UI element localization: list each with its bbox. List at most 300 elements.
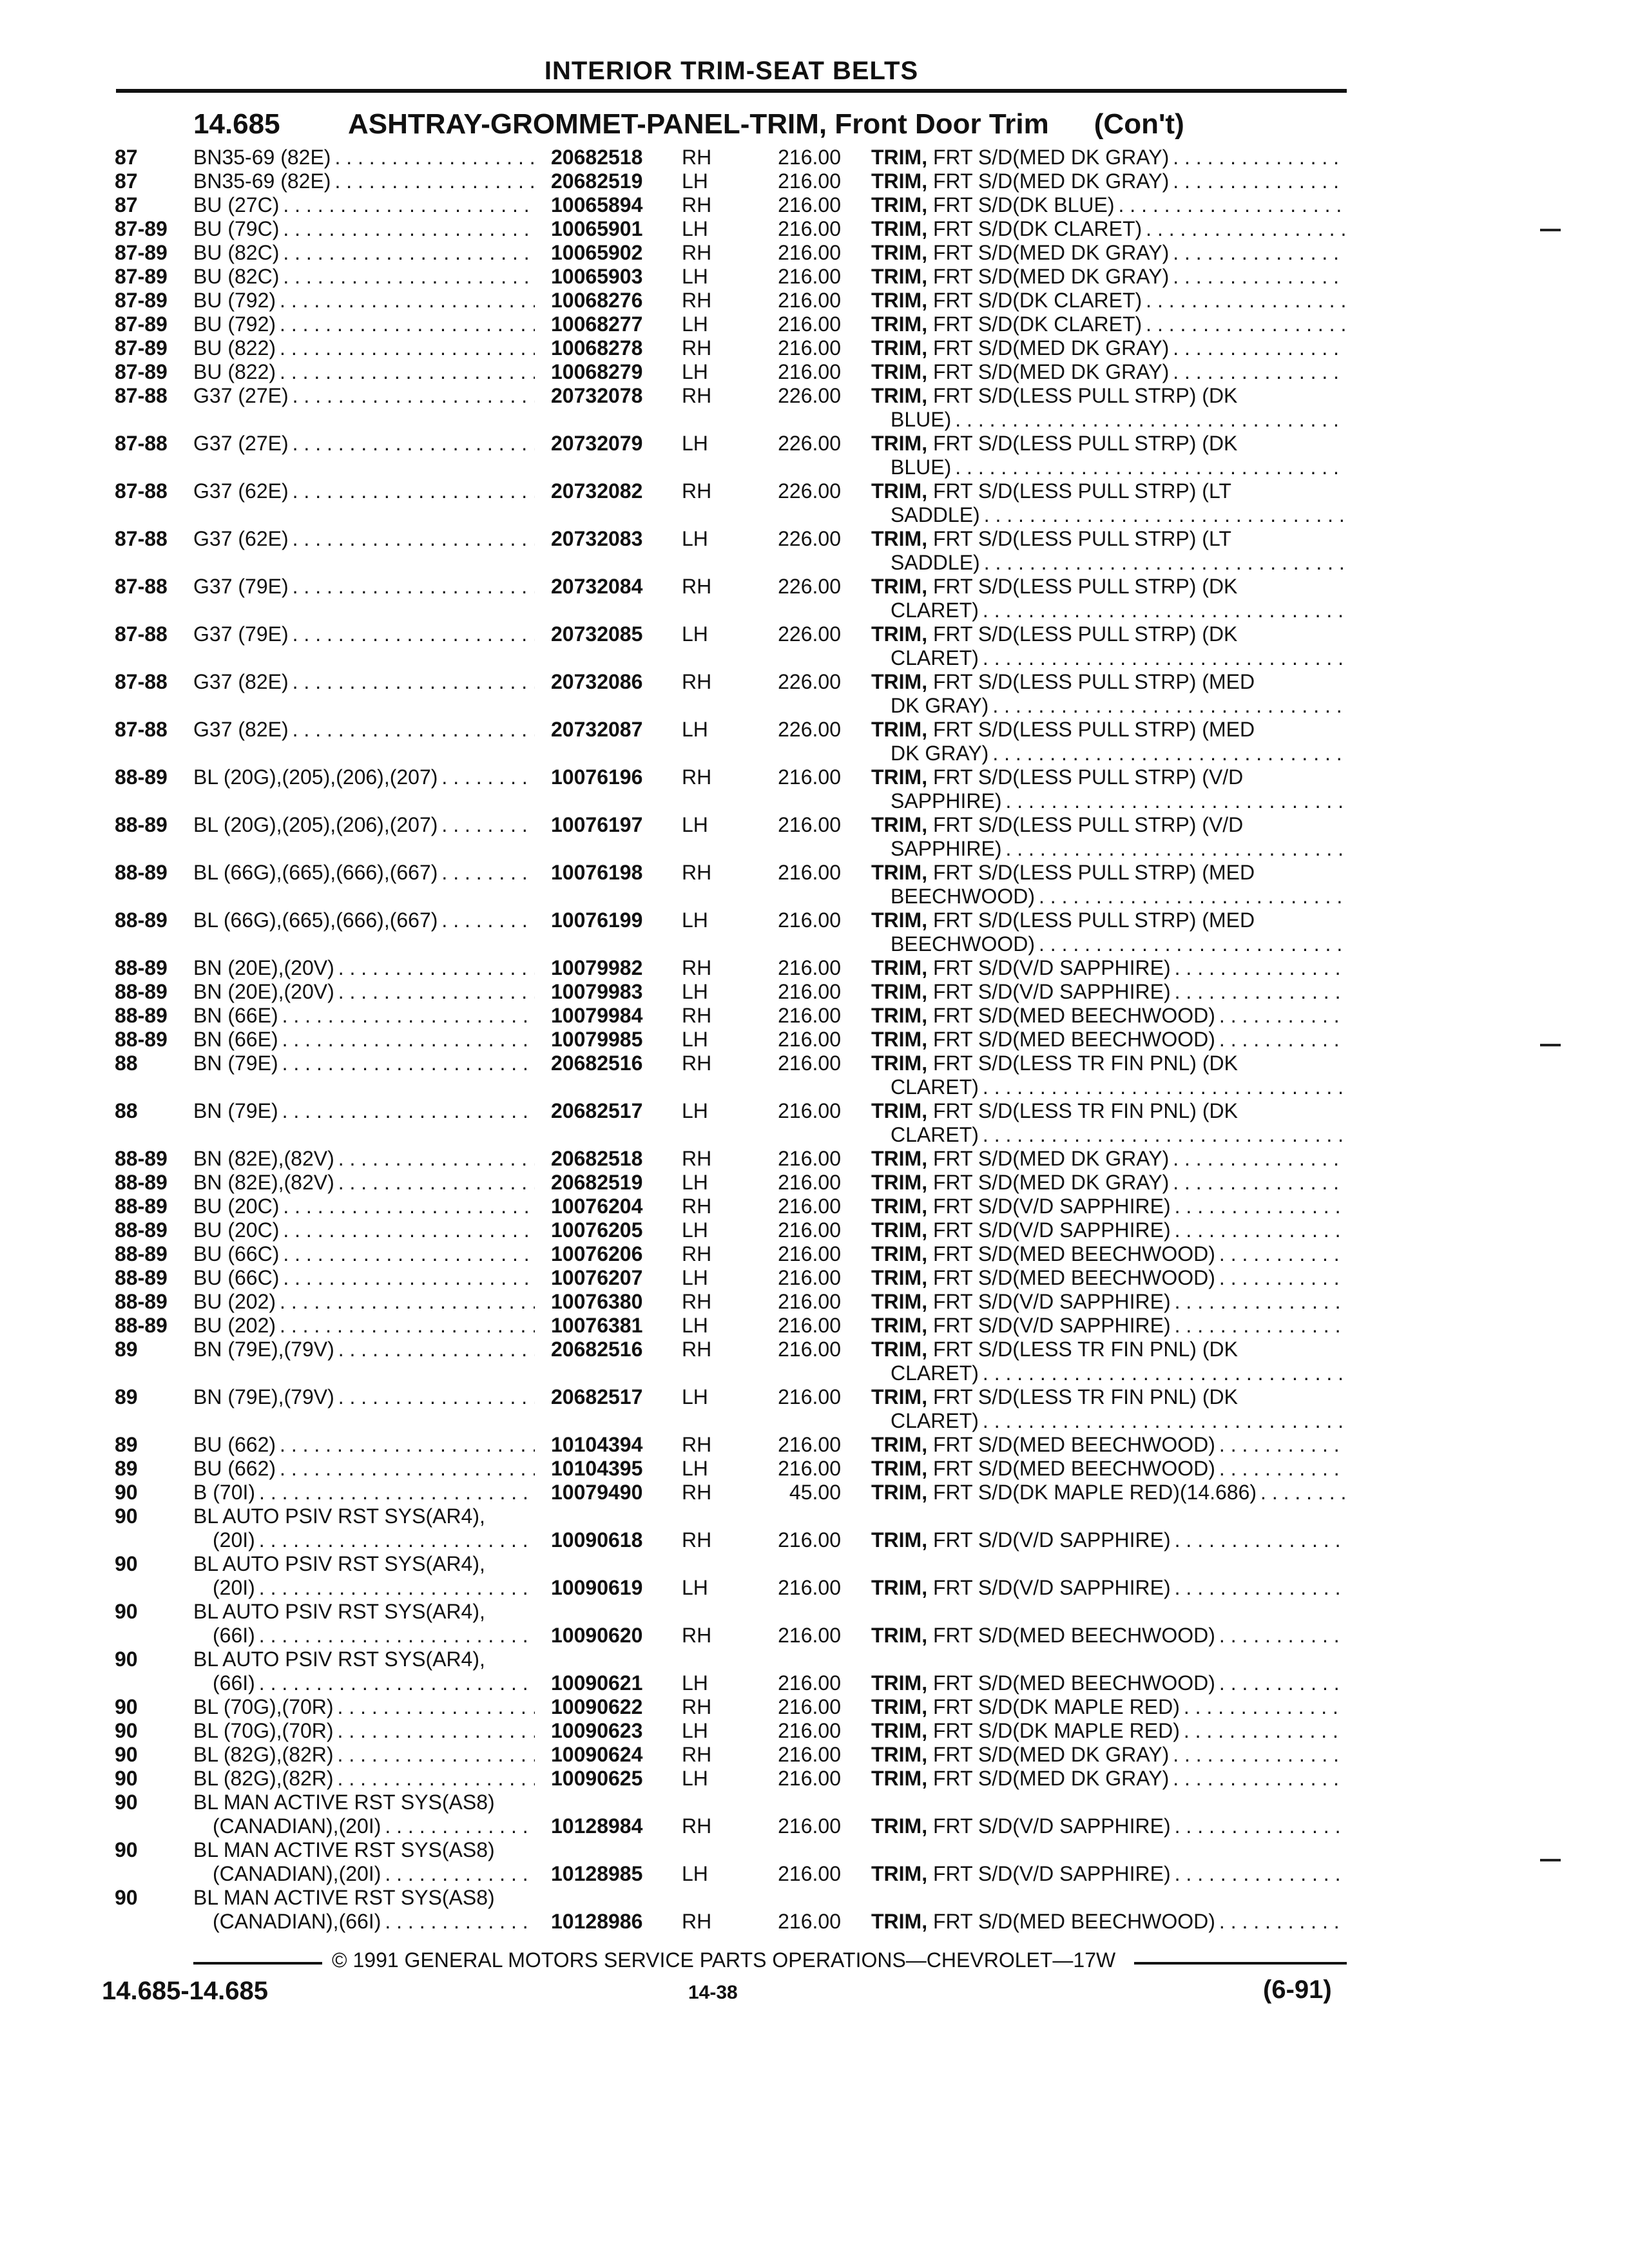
part-name (871, 384, 1345, 432)
part-name-lead: TRIM, (871, 1338, 928, 1361)
description-line (193, 1457, 535, 1481)
part-name-lead: TRIM, (871, 1719, 928, 1742)
part-name (871, 1171, 1345, 1195)
price: 216.00 (778, 1695, 841, 1718)
part-name-rest: FRT S/D(LESS PULL STRP) (MED (927, 718, 1255, 741)
part-name-lead: TRIM, (871, 908, 928, 932)
price: 216.00 (778, 1862, 841, 1885)
price: 216.00 (778, 312, 841, 336)
part-name-text (871, 718, 1255, 741)
part-name-rest: FRT S/D(LESS TR FIN PNL) (DK (927, 1099, 1238, 1122)
part-name-rest: FRT S/D(MED BEECHWOOD) (927, 1242, 1215, 1265)
description-line (193, 1528, 535, 1552)
part-name-line (871, 1147, 1345, 1171)
part-name-rest: FRT S/D(LESS PULL STRP) (DK (927, 575, 1238, 598)
table-row (0, 1195, 1629, 1218)
description-line (193, 217, 535, 241)
table-row (0, 289, 1629, 312)
margin-tick (1540, 1859, 1561, 1861)
part-name-text: BEECHWOOD) (891, 932, 1039, 956)
part-number: 10076198 (551, 861, 643, 884)
description-line (193, 956, 535, 980)
part-name-text (871, 1576, 1175, 1600)
part-name-rest: FRT S/D(V/D SAPPHIRE) (927, 1314, 1171, 1337)
row-year: 88-89 (115, 861, 168, 884)
description-line (193, 1862, 535, 1886)
part-name-line (871, 360, 1345, 384)
description-line (193, 1886, 535, 1910)
table-row (0, 861, 1629, 908)
description-text: (20I) (213, 1576, 259, 1600)
description-text: BN (20E),(20V) (193, 956, 338, 980)
part-name-text: SAPPHIRE) (891, 789, 1005, 813)
row-year: 87 (115, 193, 138, 216)
description-text: BU (822) (193, 360, 280, 384)
part-name-text (871, 169, 1173, 193)
description-line (193, 384, 535, 408)
table-row (0, 1791, 1629, 1838)
price: 216.00 (778, 1433, 841, 1456)
row-year: 90 (115, 1648, 138, 1671)
part-name-lead: TRIM, (871, 765, 928, 789)
part-number: 20732084 (551, 575, 643, 598)
part-name-lead: TRIM, (871, 1171, 928, 1194)
description-text: BN35-69 (82E) (193, 146, 334, 169)
table-row (0, 1886, 1629, 1934)
part-name-text (871, 1743, 1173, 1767)
part-name-text (871, 336, 1173, 360)
description-line (193, 1504, 535, 1528)
part-name-lead: TRIM, (871, 241, 928, 264)
price: 216.00 (778, 1218, 841, 1242)
part-name-lead: TRIM, (871, 813, 928, 836)
part-name (871, 1862, 1345, 1886)
part-name-lead: TRIM, (871, 1481, 928, 1504)
part-name (871, 980, 1345, 1004)
price: 216.00 (778, 1457, 841, 1480)
description-text: BL (66G),(665),(666),(667) (193, 861, 441, 885)
price: 216.00 (778, 1814, 841, 1838)
side-code: RH (682, 1004, 712, 1027)
row-year: 90 (115, 1600, 138, 1623)
part-name (871, 1385, 1345, 1433)
price: 216.00 (778, 765, 841, 789)
part-number: 10079982 (551, 956, 643, 979)
description-text: BU (792) (193, 289, 280, 312)
part-name-rest: FRT S/D(V/D SAPPHIRE) (927, 956, 1171, 979)
part-number: 10090625 (551, 1767, 643, 1790)
description-text: BN (82E),(82V) (193, 1147, 338, 1171)
table-row (0, 1147, 1629, 1171)
part-name-line (871, 1266, 1345, 1290)
description-line (193, 1624, 535, 1648)
part-name (871, 1314, 1345, 1338)
row-year: 87-89 (115, 289, 168, 312)
part-name-line (871, 432, 1345, 456)
description-line (193, 718, 535, 742)
description-line (193, 479, 535, 503)
price: 226.00 (778, 432, 841, 455)
part-name-lead: TRIM, (871, 384, 928, 407)
description-line (193, 169, 535, 193)
description-text: BU (20C) (193, 1218, 283, 1242)
table-row (0, 1099, 1629, 1147)
row-description (193, 908, 535, 932)
part-name-lead: TRIM, (871, 1743, 928, 1766)
part-name-text (871, 289, 1146, 312)
row-description (193, 956, 535, 980)
part-name-text (871, 432, 1237, 455)
part-name-text (871, 1862, 1175, 1886)
row-description (193, 1481, 535, 1504)
part-name-text: CLARET) (891, 1409, 983, 1433)
part-number: 10068278 (551, 336, 643, 360)
row-year: 87-88 (115, 432, 168, 455)
price: 216.00 (778, 1099, 841, 1122)
description-line (193, 1290, 535, 1314)
part-name-line (871, 1624, 1345, 1648)
part-number: 10076381 (551, 1314, 643, 1337)
row-description (193, 384, 535, 408)
part-name-lead: TRIM, (871, 360, 928, 383)
description-line (193, 1910, 535, 1934)
part-name-line (871, 503, 1345, 527)
table-row (0, 1314, 1629, 1338)
row-description (193, 1266, 535, 1290)
description-text: BL (70G),(70R) (193, 1719, 338, 1743)
table-row (0, 765, 1629, 813)
description-text: BL (66G),(665),(666),(667) (193, 908, 441, 932)
part-number: 20682517 (551, 1385, 643, 1408)
price: 226.00 (778, 670, 841, 693)
part-number: 20682516 (551, 1338, 643, 1361)
part-name-line (871, 1671, 1345, 1695)
part-name (871, 1576, 1345, 1600)
table-row (0, 312, 1629, 336)
table-row (0, 908, 1629, 956)
price: 216.00 (778, 1266, 841, 1289)
description-text: BL (70G),(70R) (193, 1695, 338, 1719)
description-text: (CANADIAN),(20I) (213, 1862, 385, 1886)
side-code: LH (682, 1457, 708, 1480)
part-name-lead: TRIM, (871, 980, 928, 1003)
part-name-line (871, 1910, 1345, 1934)
row-description (193, 1028, 535, 1052)
price: 226.00 (778, 622, 841, 646)
part-name-line (871, 908, 1345, 932)
description-line (193, 1385, 535, 1409)
part-name-text (871, 527, 1231, 550)
side-code: LH (682, 813, 708, 836)
part-name-text (871, 1099, 1238, 1122)
description-text: G37 (82E) (193, 670, 293, 694)
part-name-line (871, 622, 1345, 646)
row-description (193, 1171, 535, 1195)
part-name-line (871, 861, 1345, 885)
part-name-text (871, 193, 1119, 217)
description-line (193, 432, 535, 456)
part-number: 20682518 (551, 1147, 643, 1170)
part-name-text: SAPPHIRE) (891, 837, 1005, 861)
table-row (0, 1504, 1629, 1552)
part-name-lead: TRIM, (871, 217, 928, 240)
row-year: 87-88 (115, 718, 168, 741)
part-number: 20732082 (551, 479, 643, 503)
row-description (193, 265, 535, 289)
part-number: 20682519 (551, 169, 643, 193)
part-name-lead: TRIM, (871, 1052, 928, 1075)
part-name-rest: FRT S/D(V/D SAPPHIRE) (927, 1576, 1171, 1599)
row-year: 89 (115, 1433, 138, 1456)
part-name-text (871, 1624, 1219, 1648)
side-code: LH (682, 718, 708, 741)
price: 216.00 (778, 1719, 841, 1742)
price: 216.00 (778, 861, 841, 884)
part-name-text (871, 765, 1243, 789)
part-number: 10065902 (551, 241, 643, 264)
part-name-text (871, 670, 1255, 693)
row-description (193, 1195, 535, 1218)
description-line (193, 1576, 535, 1600)
table-row (0, 527, 1629, 575)
side-code: RH (682, 1195, 712, 1218)
part-name-line (871, 599, 1345, 622)
part-name (871, 1266, 1345, 1290)
row-description (193, 575, 535, 599)
part-number: 10128984 (551, 1814, 643, 1838)
description-line (193, 1242, 535, 1266)
row-year: 87-89 (115, 336, 168, 360)
part-name (871, 479, 1345, 527)
part-name-lead: TRIM, (871, 336, 928, 360)
table-row (0, 1767, 1629, 1791)
part-name-line (871, 527, 1345, 551)
part-name-lead: TRIM, (871, 1671, 928, 1695)
row-year: 90 (115, 1695, 138, 1718)
part-number: 10090618 (551, 1528, 643, 1552)
description-text: (66I) (213, 1624, 259, 1648)
part-name-line (871, 1218, 1345, 1242)
part-name-text (871, 1910, 1219, 1934)
part-number: 10128985 (551, 1862, 643, 1885)
side-code: RH (682, 575, 712, 598)
part-name (871, 1624, 1345, 1648)
part-name-text: BEECHWOOD) (891, 885, 1039, 908)
part-name-rest: FRT S/D(MED BEECHWOOD) (927, 1671, 1215, 1695)
part-name-lead: TRIM, (871, 622, 928, 646)
side-code: RH (682, 1528, 712, 1552)
table-row (0, 1838, 1629, 1886)
row-year: 88-89 (115, 908, 168, 932)
part-name (871, 1719, 1345, 1743)
part-name (871, 575, 1345, 622)
part-number: 20732078 (551, 384, 643, 407)
part-name (871, 765, 1345, 813)
table-row (0, 1600, 1629, 1648)
description-text: BU (792) (193, 312, 280, 336)
part-name-rest: FRT S/D(MED DK GRAY) (927, 1767, 1170, 1790)
side-code: RH (682, 956, 712, 979)
part-name-text (871, 1457, 1219, 1481)
description-text: BN (66E) (193, 1028, 282, 1052)
part-name-rest: FRT S/D(MED DK GRAY) (927, 265, 1170, 288)
table-row (0, 670, 1629, 718)
part-name-line (871, 885, 1345, 908)
price: 216.00 (778, 1576, 841, 1599)
row-description (193, 217, 535, 241)
part-name-lead: TRIM, (871, 1624, 928, 1647)
part-name (871, 1147, 1345, 1171)
table-row (0, 146, 1629, 169)
part-name-text (871, 1290, 1175, 1314)
part-name-rest: FRT S/D(DK MAPLE RED) (927, 1695, 1180, 1718)
description-text: BN (79E),(79V) (193, 1338, 338, 1361)
table-row (0, 384, 1629, 432)
side-code: LH (682, 432, 708, 455)
row-description (193, 1791, 535, 1838)
part-name-text: BLUE) (891, 456, 955, 479)
side-code: LH (682, 1314, 708, 1337)
part-name-line (871, 1028, 1345, 1052)
row-year: 90 (115, 1886, 138, 1909)
part-name-line (871, 1314, 1345, 1338)
part-name-text: CLARET) (891, 599, 983, 622)
part-name-text (871, 1481, 1260, 1504)
part-name-text (871, 1671, 1219, 1695)
side-code: LH (682, 312, 708, 336)
row-description (193, 289, 535, 312)
part-name-text (871, 384, 1237, 407)
part-name-text (871, 265, 1173, 289)
row-description (193, 146, 535, 169)
price: 216.00 (778, 217, 841, 240)
part-name-line (871, 289, 1345, 312)
description-text: BL (20G),(205),(206),(207) (193, 765, 441, 789)
table-row (0, 1004, 1629, 1028)
row-year: 87-89 (115, 312, 168, 336)
part-name-lead: TRIM, (871, 265, 928, 288)
part-name-text (871, 1052, 1238, 1075)
price: 216.00 (778, 1767, 841, 1790)
part-name (871, 1242, 1345, 1266)
part-name (871, 956, 1345, 980)
part-number: 10068276 (551, 289, 643, 312)
part-number: 10128986 (551, 1910, 643, 1933)
part-name-text (871, 575, 1237, 598)
row-description (193, 1385, 535, 1409)
part-name-text (871, 1004, 1219, 1028)
table-row (0, 217, 1629, 241)
part-number: 10104395 (551, 1457, 643, 1480)
part-number: 10065903 (551, 265, 643, 288)
part-name-lead: TRIM, (871, 1266, 928, 1289)
row-year: 88-89 (115, 1028, 168, 1051)
row-year: 90 (115, 1481, 138, 1504)
row-description (193, 1886, 535, 1934)
row-year: 87-89 (115, 265, 168, 288)
description-text: BL MAN ACTIVE RST SYS(AS8) (193, 1838, 495, 1861)
side-code: LH (682, 1099, 708, 1122)
part-number: 10090621 (551, 1671, 643, 1695)
part-name (871, 1743, 1345, 1767)
row-year: 88-89 (115, 1242, 168, 1265)
row-year: 87-89 (115, 241, 168, 264)
part-name-line (871, 1338, 1345, 1361)
part-name-rest: FRT S/D(LESS PULL STRP) (V/D (927, 765, 1244, 789)
description-text: G37 (79E) (193, 622, 293, 646)
table-row (0, 1266, 1629, 1290)
price: 216.00 (778, 1052, 841, 1075)
description-text: BL AUTO PSIV RST SYS(AR4), (193, 1648, 485, 1671)
row-year: 88-89 (115, 956, 168, 979)
part-name-line (871, 1290, 1345, 1314)
table-row (0, 1290, 1629, 1314)
row-year: 87-88 (115, 622, 168, 646)
part-name-text (871, 146, 1173, 169)
part-name (871, 146, 1345, 169)
price: 216.00 (778, 1242, 841, 1265)
side-code: RH (682, 670, 712, 693)
side-code: LH (682, 980, 708, 1003)
part-name-line (871, 384, 1345, 408)
part-name-text (871, 1218, 1175, 1242)
part-number: 10090623 (551, 1719, 643, 1742)
part-number: 10079490 (551, 1481, 643, 1504)
description-line (193, 193, 535, 217)
part-name-line (871, 146, 1345, 169)
row-year: 87-89 (115, 360, 168, 383)
row-year: 87-89 (115, 217, 168, 240)
part-name-text: SADDLE) (891, 551, 984, 575)
part-name-line (871, 1433, 1345, 1457)
part-name-line (871, 1361, 1345, 1385)
part-name-line (871, 169, 1345, 193)
part-name-line (871, 312, 1345, 336)
side-code: RH (682, 1052, 712, 1075)
price: 216.00 (778, 1314, 841, 1337)
price: 216.00 (778, 265, 841, 288)
part-name-line (871, 1814, 1345, 1838)
description-line (193, 336, 535, 360)
part-name-line (871, 456, 1345, 479)
row-year: 90 (115, 1552, 138, 1575)
part-name-lead: TRIM, (871, 1385, 928, 1408)
part-name-rest: FRT S/D(V/D SAPPHIRE) (927, 980, 1171, 1003)
part-number: 10079984 (551, 1004, 643, 1027)
row-year: 90 (115, 1743, 138, 1766)
side-code: LH (682, 1218, 708, 1242)
side-code: RH (682, 241, 712, 264)
description-line (193, 861, 535, 885)
part-name-lead: TRIM, (871, 146, 928, 169)
part-name-text (871, 360, 1173, 384)
part-name-line (871, 932, 1345, 956)
part-name-line (871, 742, 1345, 765)
part-name-rest: FRT S/D(MED BEECHWOOD) (927, 1433, 1215, 1456)
part-name (871, 1290, 1345, 1314)
description-text: BN (79E) (193, 1052, 282, 1075)
description-text: (66I) (213, 1671, 259, 1695)
part-name-line (871, 1862, 1345, 1886)
row-year: 88-89 (115, 765, 168, 789)
part-number: 10076206 (551, 1242, 643, 1265)
table-row (0, 1218, 1629, 1242)
part-name (871, 622, 1345, 670)
section-continued: (Con't) (1094, 108, 1184, 140)
part-name-rest: FRT S/D(LESS PULL STRP) (DK (927, 432, 1238, 455)
part-name-text: DK GRAY) (891, 694, 992, 718)
part-number: 10076197 (551, 813, 643, 836)
